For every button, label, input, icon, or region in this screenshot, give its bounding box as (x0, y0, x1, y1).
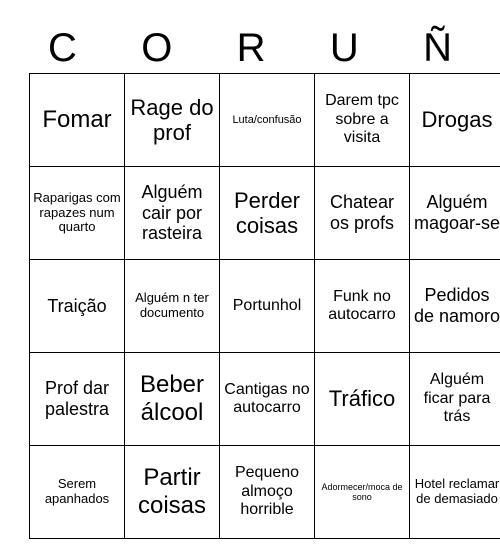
board-row (30, 353, 500, 446)
bingo-cell[interactable]: Adormecer/moca de sono (315, 446, 410, 539)
bingo-cell[interactable]: Fomar (30, 74, 125, 167)
bingo-cell[interactable]: Cantigas no autocarro (220, 353, 315, 446)
bingo-title (30, 18, 470, 78)
bingo-cell[interactable]: Alguém n ter documento (125, 260, 220, 353)
bingo-cell[interactable]: Pequeno almoço horrible (220, 446, 315, 539)
title-letter-n-tilde: Ñ (423, 26, 452, 70)
title-letter-o: O (141, 26, 173, 70)
bingo-cell[interactable]: Beber álcool (125, 353, 220, 446)
bingo-cell[interactable]: Chatear os profs (315, 167, 410, 260)
board-row (30, 167, 500, 260)
bingo-cell[interactable]: Raparigas com rapazes num quarto (30, 167, 125, 260)
title-letter-c: C (48, 26, 77, 70)
bingo-cell[interactable]: Drogas (410, 74, 500, 167)
bingo-cell[interactable]: Tráfico (315, 353, 410, 446)
bingo-cell[interactable]: Luta/confusão (220, 74, 315, 167)
bingo-cell[interactable]: Partir coisas (125, 446, 220, 539)
bingo-cell[interactable]: Rage do prof (125, 74, 220, 167)
bingo-cell[interactable]: Alguém ficar para trás (410, 353, 500, 446)
board-row (30, 260, 500, 353)
bingo-cell[interactable]: Portunhol (220, 260, 315, 353)
board-row (30, 446, 500, 539)
bingo-cell[interactable]: Serem apanhados (30, 446, 125, 539)
bingo-board (29, 73, 500, 539)
bingo-cell[interactable]: Alguém magoar-se (410, 167, 500, 260)
title-letter-r: R (236, 26, 266, 70)
bingo-cell[interactable]: Hotel reclamar de demasiado (410, 446, 500, 539)
board-row (30, 74, 500, 167)
bingo-cell[interactable]: Perder coisas (220, 167, 315, 260)
bingo-cell[interactable]: Pedidos de namoro (410, 260, 500, 353)
bingo-cell[interactable]: Funk no autocarro (315, 260, 410, 353)
bingo-cell[interactable]: Prof dar palestra (30, 353, 125, 446)
bingo-cell[interactable]: Traição (30, 260, 125, 353)
bingo-cell[interactable]: Alguém cair por rasteira (125, 167, 220, 260)
bingo-cell[interactable]: Darem tpc sobre a visita (315, 74, 410, 167)
title-letter-u: U (329, 26, 359, 70)
